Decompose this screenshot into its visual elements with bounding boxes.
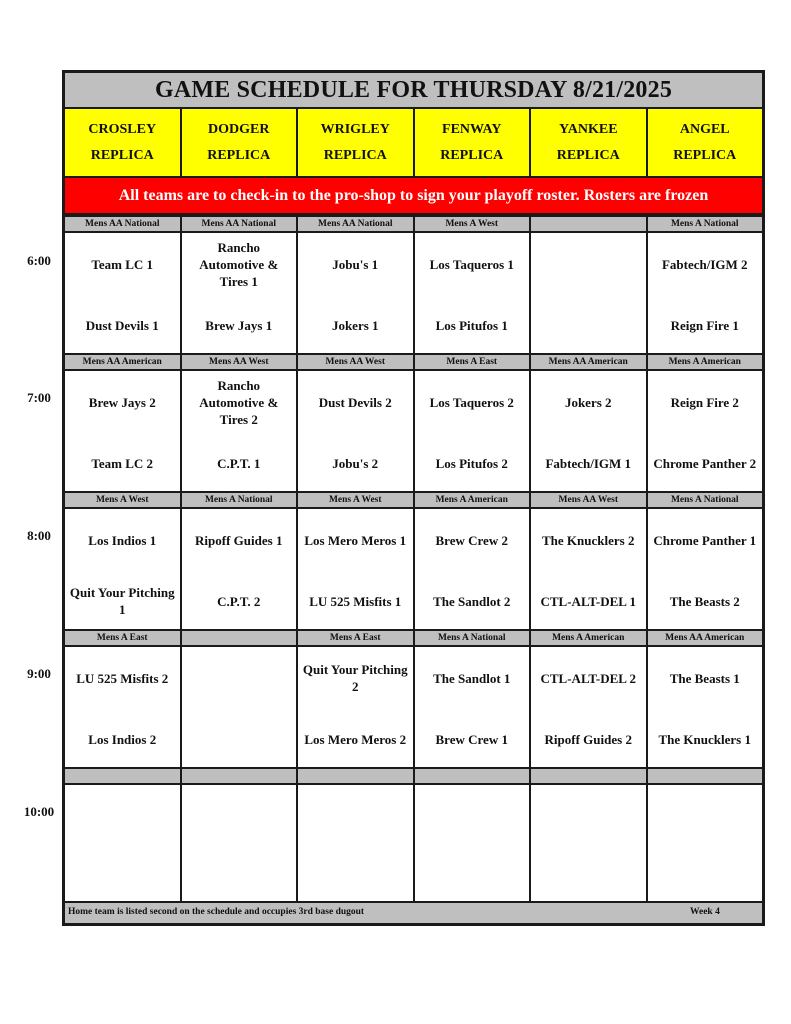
division-label: Mens A National xyxy=(415,631,532,645)
home-team xyxy=(65,847,180,907)
division-label xyxy=(531,769,648,783)
game-cell xyxy=(298,509,415,629)
division-label: Mens A American xyxy=(668,357,741,367)
division-label: Mens AA West xyxy=(298,355,415,369)
division-label xyxy=(648,769,763,783)
visiting-team: Fabtech/IGM 2 xyxy=(661,256,748,272)
game-block xyxy=(65,785,762,905)
game-cell xyxy=(415,509,532,629)
page-title: GAME SCHEDULE FOR THURSDAY 8/21/2025 xyxy=(65,73,762,109)
visiting-team: Ripoff Guides 1 xyxy=(195,532,283,548)
game-cell xyxy=(531,233,648,353)
home-team: Dust Devils 1 xyxy=(85,317,159,333)
division-label: Mens AA West xyxy=(182,355,299,369)
footer-bar xyxy=(65,901,762,923)
field-name: WRIGLEY xyxy=(320,121,390,137)
game-cell xyxy=(65,509,182,629)
field-header xyxy=(298,109,415,176)
home-team: The Knucklers 1 xyxy=(658,731,751,747)
home-team xyxy=(298,847,413,907)
home-team: Los Mero Meros 2 xyxy=(304,731,407,747)
game-cell xyxy=(65,785,182,905)
field-header-row xyxy=(65,109,762,178)
visiting-team: Rancho Automotive & Tires 2 xyxy=(199,377,279,427)
visiting-team: Jokers 2 xyxy=(564,394,612,410)
game-cell xyxy=(531,785,648,905)
field-name: YANKEE xyxy=(558,121,618,137)
home-team xyxy=(182,847,297,907)
game-cell xyxy=(298,233,415,353)
division-label: Mens A West xyxy=(65,493,182,507)
field-sub: REPLICA xyxy=(323,147,387,163)
game-cell xyxy=(648,509,763,629)
game-cell xyxy=(648,785,763,905)
visiting-team: Dust Devils 2 xyxy=(318,394,392,410)
visiting-team: Chrome Panther 1 xyxy=(653,532,757,548)
game-cell xyxy=(182,509,299,629)
field-name: FENWAY xyxy=(442,121,502,137)
division-label: Mens A East xyxy=(298,631,415,645)
game-cell xyxy=(415,371,532,491)
home-team xyxy=(648,847,763,907)
home-team: C.P.T. 1 xyxy=(217,455,261,471)
visiting-team: Los Mero Meros 1 xyxy=(304,532,407,548)
home-team: Brew Jays 1 xyxy=(205,317,273,333)
game-cell xyxy=(415,647,532,767)
home-team: C.P.T. 2 xyxy=(217,593,261,609)
game-cell xyxy=(415,233,532,353)
field-sub: REPLICA xyxy=(673,147,737,163)
division-label: Mens AA National xyxy=(298,217,415,231)
roster-notice-banner: All teams are to check-in to the pro-shop to sign your playoff roster. Rosters are frozen xyxy=(65,178,762,215)
division-label: Mens AA American xyxy=(65,355,182,369)
home-team: Ripoff Guides 2 xyxy=(544,731,632,747)
home-team xyxy=(531,847,646,907)
time-label-7: 7:00 xyxy=(27,390,51,405)
footer-note: Home team is listed second on the schedule and occupies 3rd base dugout xyxy=(68,907,365,917)
visiting-team xyxy=(65,787,180,845)
game-cell xyxy=(182,371,299,491)
game-cell xyxy=(65,647,182,767)
division-label: Mens A National xyxy=(670,219,739,229)
home-team: The Sandlot 2 xyxy=(433,593,511,609)
division-label: Mens A West xyxy=(415,217,532,231)
game-block xyxy=(65,647,762,767)
visiting-team: Los Indios 1 xyxy=(88,532,157,548)
game-cell xyxy=(65,233,182,353)
field-header xyxy=(182,109,299,176)
home-team: LU 525 Misfits 1 xyxy=(309,593,402,609)
game-block xyxy=(65,371,762,491)
field-header xyxy=(415,109,532,176)
visiting-team xyxy=(298,787,413,845)
visiting-team xyxy=(182,649,297,707)
division-label: Mens AA West xyxy=(531,493,648,507)
home-team: Los Pitufos 1 xyxy=(435,317,508,333)
home-team xyxy=(531,295,646,355)
division-label: Mens AA American xyxy=(531,355,648,369)
visiting-team: Los Taqueros 1 xyxy=(429,256,514,272)
division-row xyxy=(65,491,762,509)
home-team: Quit Your Pitching 1 xyxy=(69,585,175,617)
division-label: Mens A National xyxy=(670,495,739,505)
visiting-team: Team LC 1 xyxy=(91,256,154,272)
time-label-8: 8:00 xyxy=(27,528,51,543)
visiting-team: The Beasts 1 xyxy=(669,670,740,686)
game-cell xyxy=(182,785,299,905)
visiting-team: Jobu's 1 xyxy=(332,256,379,272)
game-cell xyxy=(648,233,763,353)
home-team: Jokers 1 xyxy=(331,317,379,333)
visiting-team: Quit Your Pitching 2 xyxy=(302,662,408,694)
division-label xyxy=(415,769,532,783)
game-cell xyxy=(531,647,648,767)
field-header xyxy=(65,109,182,176)
division-row xyxy=(65,767,762,785)
home-team xyxy=(415,847,530,907)
visiting-team xyxy=(531,787,646,845)
home-team: The Beasts 2 xyxy=(669,593,740,609)
division-label: Mens A West xyxy=(298,493,415,507)
field-sub: REPLICA xyxy=(90,147,154,163)
home-team: Chrome Panther 2 xyxy=(653,455,757,471)
game-cell xyxy=(415,785,532,905)
home-team: Los Indios 2 xyxy=(88,731,157,747)
time-label-10: 10:00 xyxy=(23,804,55,819)
schedule-sheet xyxy=(62,70,765,926)
home-team: CTL-ALT-DEL 1 xyxy=(540,593,636,609)
game-cell xyxy=(182,647,299,767)
division-label: Mens AA National xyxy=(182,217,299,231)
visiting-team: Brew Jays 2 xyxy=(88,394,156,410)
division-row xyxy=(65,629,762,647)
game-block xyxy=(65,509,762,629)
game-cell xyxy=(531,509,648,629)
time-label-6: 6:00 xyxy=(27,253,51,268)
time-label-9: 9:00 xyxy=(27,666,51,681)
field-header xyxy=(648,109,763,176)
division-label: Mens AA American xyxy=(665,633,745,643)
game-cell xyxy=(648,647,763,767)
visiting-team xyxy=(415,787,530,845)
visiting-team: CTL-ALT-DEL 2 xyxy=(540,670,636,686)
visiting-team: Los Taqueros 2 xyxy=(429,394,514,410)
visiting-team xyxy=(531,235,646,293)
game-cell xyxy=(531,371,648,491)
game-cell xyxy=(298,371,415,491)
visiting-team: Brew Crew 2 xyxy=(435,532,508,548)
division-row xyxy=(65,353,762,371)
division-label xyxy=(531,217,648,231)
field-name: ANGEL xyxy=(679,121,730,137)
division-label xyxy=(298,769,415,783)
field-sub: REPLICA xyxy=(207,147,271,163)
division-label xyxy=(182,769,299,783)
division-label: Mens A American xyxy=(531,631,648,645)
division-label: Mens A East xyxy=(65,631,182,645)
visiting-team: LU 525 Misfits 2 xyxy=(76,670,169,686)
game-cell xyxy=(298,785,415,905)
field-name: CROSLEY xyxy=(88,121,157,137)
home-team: Jobu's 2 xyxy=(332,455,379,471)
division-label: Mens A East xyxy=(415,355,532,369)
visiting-team xyxy=(648,787,763,845)
home-team: Team LC 2 xyxy=(91,455,154,471)
visiting-team: The Sandlot 1 xyxy=(433,670,511,686)
visiting-team xyxy=(182,787,297,845)
visiting-team: Reign Fire 2 xyxy=(670,394,739,410)
visiting-team: The Knucklers 2 xyxy=(542,532,635,548)
division-row xyxy=(65,215,762,233)
game-cell xyxy=(65,371,182,491)
game-block xyxy=(65,233,762,353)
home-team: Fabtech/IGM 1 xyxy=(545,455,632,471)
field-name: DODGER xyxy=(208,121,270,137)
division-label xyxy=(182,631,299,645)
division-label: Mens A American xyxy=(415,493,532,507)
division-label: Mens A National xyxy=(182,493,299,507)
field-sub: REPLICA xyxy=(556,147,620,163)
home-team xyxy=(182,709,297,769)
game-cell xyxy=(298,647,415,767)
week-label: Week 4 xyxy=(690,907,720,917)
home-team: Reign Fire 1 xyxy=(670,317,739,333)
division-label xyxy=(65,769,182,783)
game-cell xyxy=(182,233,299,353)
visiting-team: Rancho Automotive & Tires 1 xyxy=(199,239,279,289)
home-team: Los Pitufos 2 xyxy=(435,455,508,471)
home-team: Brew Crew 1 xyxy=(435,731,508,747)
field-sub: REPLICA xyxy=(440,147,504,163)
game-cell xyxy=(648,371,763,491)
field-header xyxy=(531,109,648,176)
division-label: Mens AA National xyxy=(65,217,182,231)
